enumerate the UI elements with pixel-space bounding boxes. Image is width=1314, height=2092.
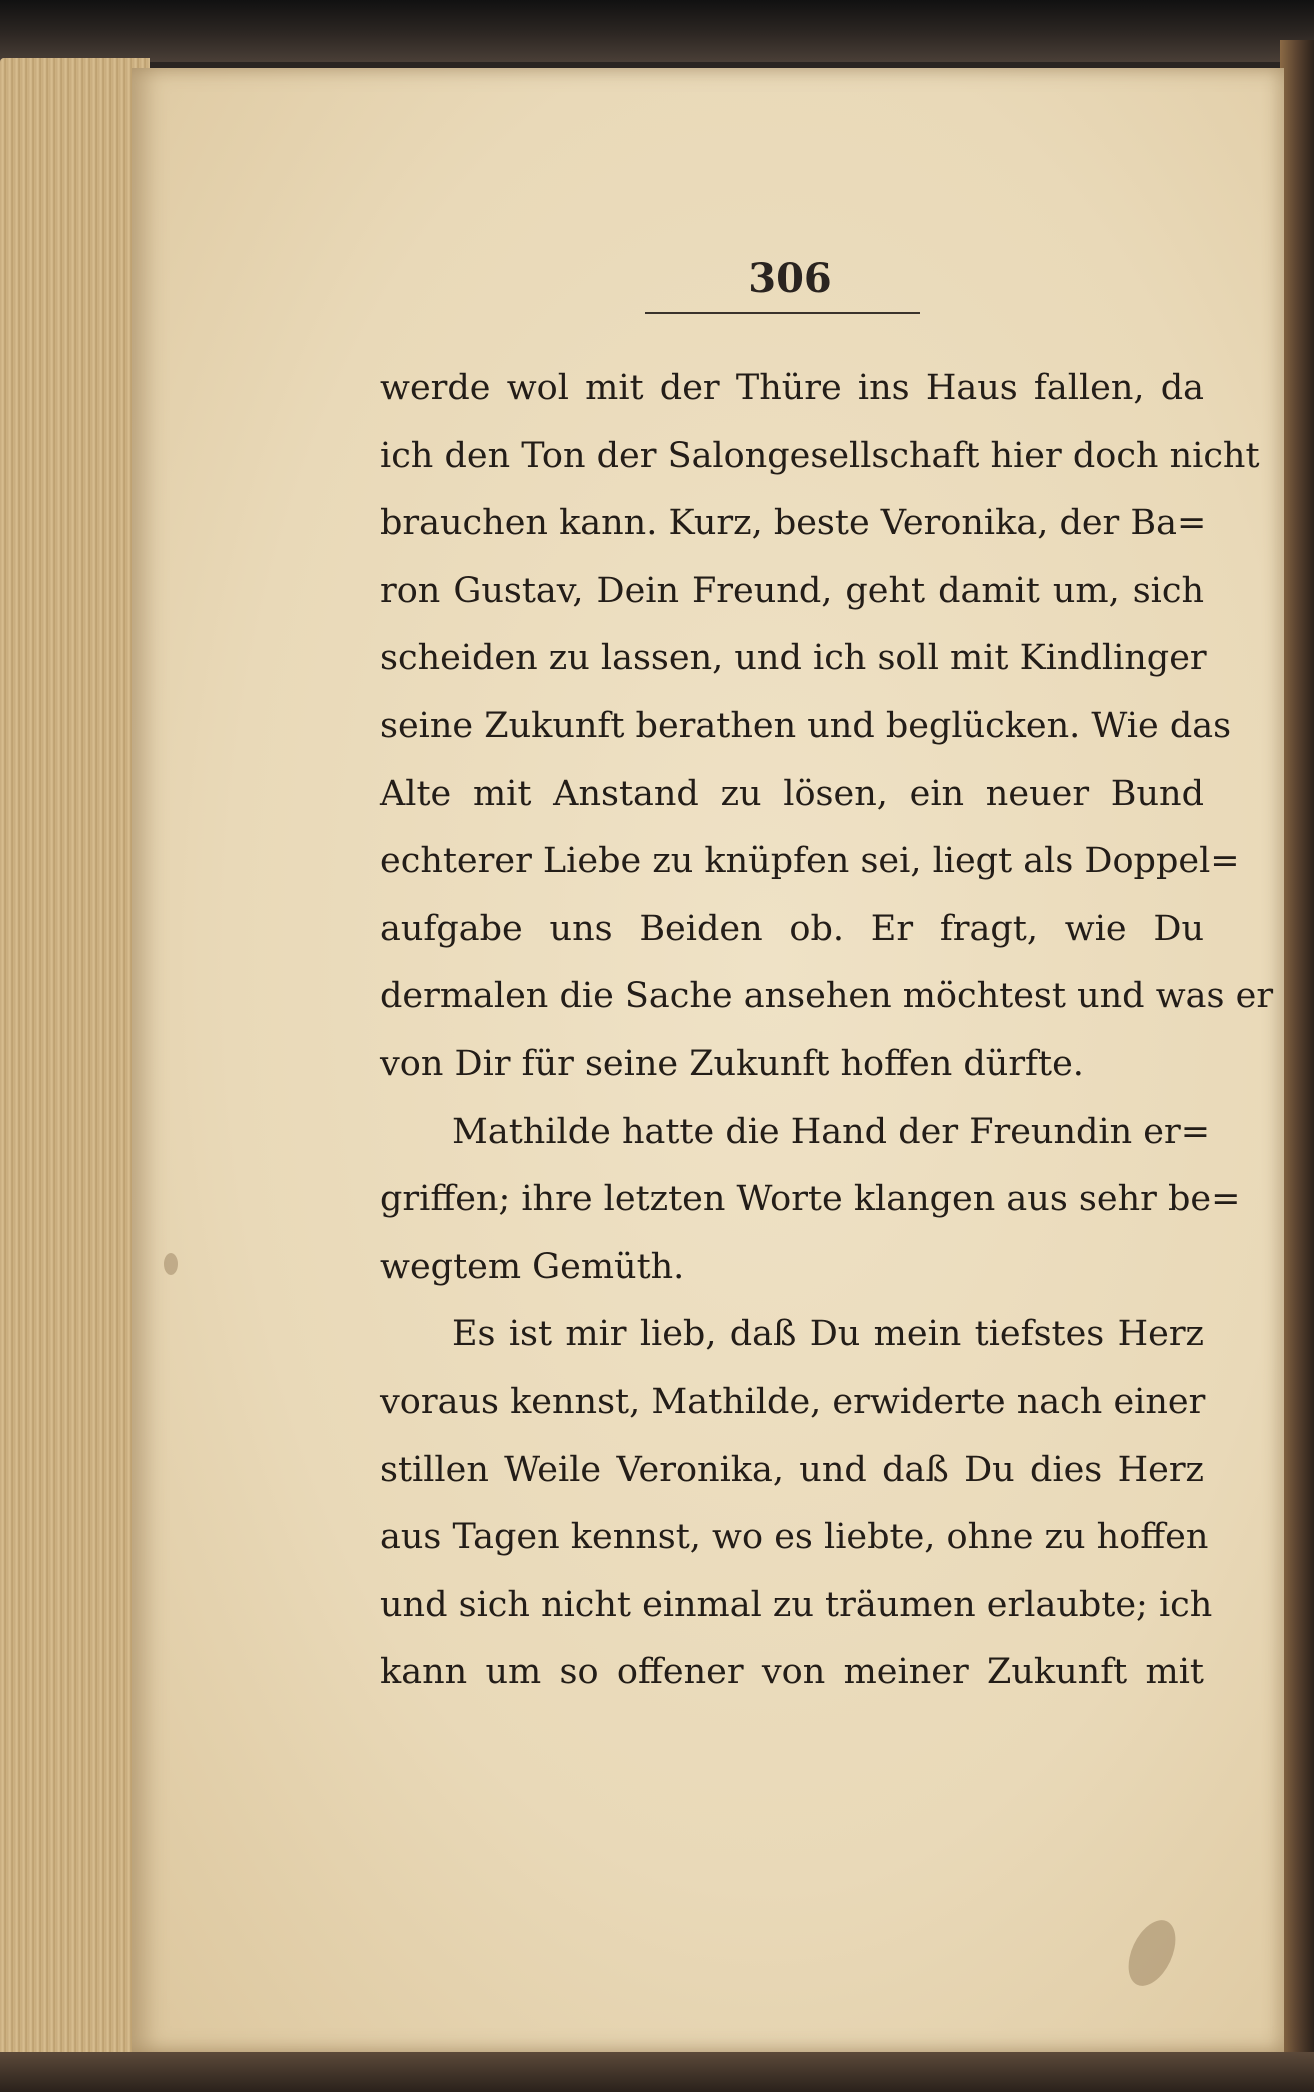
- text-line: aus Tagen kennst, wo es liebte, ohne zu hoffen: [380, 1517, 1209, 1558]
- text-line: griffen; ihre letzten Worte klangen aus sehr be=: [380, 1179, 1241, 1220]
- book-cover-top: [0, 0, 1314, 62]
- text-line: scheiden zu lassen, und ich soll mit Kindlinger: [380, 638, 1207, 679]
- text-line: von Dir für seine Zukunft hoffen dürfte.: [380, 1043, 1084, 1084]
- text-line: seine Zukunft berathen und beglücken. Wie das: [380, 705, 1232, 746]
- text-line: Mathilde hatte die Hand der Freundin er=: [452, 1111, 1211, 1152]
- text-line: brauchen kann. Kurz, beste Veronika, der Ba=: [380, 503, 1207, 544]
- text-line: ich den Ton der Salongesellschaft hier doch nicht: [380, 435, 1260, 476]
- text-line: werde wol mit der Thüre ins Haus fallen, da: [380, 368, 1204, 408]
- text-line: wegtem Gemüth.: [380, 1246, 685, 1287]
- text-line: voraus kennst, Mathilde, erwiderte nach einer: [380, 1381, 1206, 1422]
- body-text: [380, 355, 1274, 1707]
- text-line: stillen Weile Veronika, und daß Du dies Herz: [380, 1449, 1204, 1490]
- text-line: aufgabe uns Beiden ob. Er fragt, wie Du: [380, 908, 1204, 949]
- text-line: Alte mit Anstand zu lösen, ein neuer Bund: [380, 773, 1204, 814]
- book-cover-bottom: [0, 2052, 1314, 2092]
- text-line: kann um so offener von meiner Zukunft mit: [380, 1652, 1204, 1693]
- book-cover-right: [1280, 40, 1314, 2060]
- paper-stain: [1119, 1913, 1185, 1993]
- text-line: Es ist mir lieb, daß Du mein tiefstes Herz: [452, 1314, 1204, 1355]
- header-rule: [645, 312, 920, 314]
- page-number: 306: [748, 255, 832, 302]
- text-line: ron Gustav, Dein Freund, geht damit um, sich: [380, 570, 1204, 611]
- text-line: und sich nicht einmal zu träumen erlaubte; ich: [380, 1584, 1213, 1625]
- paper-stain: [164, 1253, 178, 1275]
- text-line: echterer Liebe zu knüpfen sei, liegt als Doppel=: [380, 841, 1240, 882]
- page-edges: [0, 58, 150, 2063]
- text-line: dermalen die Sache ansehen möchtest und was er: [380, 976, 1274, 1017]
